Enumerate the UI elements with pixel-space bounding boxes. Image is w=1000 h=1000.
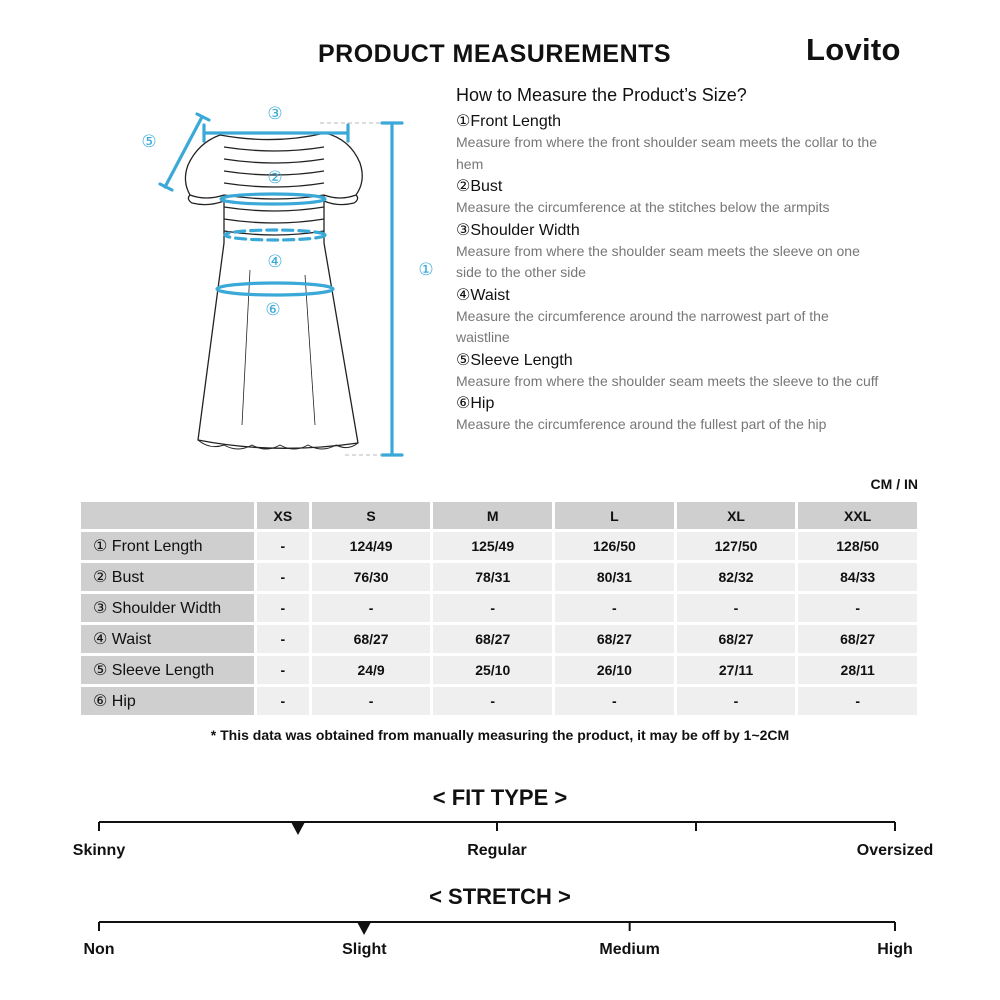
measure-item-desc: Measure from where the shoulder seam meets the sleeve on one side to the other side: [456, 242, 860, 280]
table-corner: [81, 502, 254, 529]
scale-marker: [357, 922, 371, 935]
table-cell: -: [257, 563, 309, 591]
brand-logo: Lovito: [806, 32, 901, 67]
callout-6: ⑥: [265, 300, 281, 320]
scale-label: Slight: [342, 941, 387, 958]
table-cell: 78/31: [433, 563, 552, 591]
measure-item-title: ②Bust: [456, 178, 503, 195]
fit-type-scale: [0, 815, 1000, 845]
how-to-measure: [456, 85, 886, 438]
table-cell: 68/27: [433, 625, 552, 653]
table-cell: -: [798, 594, 917, 622]
table-cell: -: [312, 594, 431, 622]
stretch-scale: [0, 915, 1000, 945]
table-cell: 76/30: [312, 563, 431, 591]
table-row: [81, 594, 917, 622]
row-label: ③ Shoulder Width: [81, 594, 254, 622]
callout-5: ⑤: [141, 132, 157, 152]
units-label: CM / IN: [870, 476, 918, 492]
table-cell: 80/31: [555, 563, 674, 591]
table-cell: -: [257, 687, 309, 715]
table-cell: 25/10: [433, 656, 552, 684]
table-cell: -: [677, 594, 796, 622]
row-label: ② Bust: [81, 563, 254, 591]
row-label: ⑤ Sleeve Length: [81, 656, 254, 684]
table-cell: 127/50: [677, 532, 796, 560]
scale-marker: [291, 822, 305, 835]
table-cell: 125/49: [433, 532, 552, 560]
scale-label: Skinny: [72, 842, 126, 859]
row-label: ④ Waist: [81, 625, 254, 653]
dress-diagram: [120, 95, 434, 465]
table-cell: 26/10: [555, 656, 674, 684]
measure-item-title: ④Waist: [456, 286, 510, 304]
table-cell: -: [257, 532, 309, 560]
table-cell: -: [257, 594, 309, 622]
table-row: [81, 687, 917, 715]
measure-item-desc: Measure from where the front shoulder seam meets the collar to the hem: [456, 134, 877, 172]
size-chart-table: [78, 499, 920, 718]
table-cell: 68/27: [677, 625, 796, 653]
callout-1: ①: [418, 260, 434, 280]
measure-item: [456, 177, 886, 219]
row-label: ① Front Length: [81, 532, 254, 560]
measure-item-title: ③Shoulder Width: [456, 221, 580, 239]
callout-2: ②: [267, 168, 283, 188]
row-label: ⑥ Hip: [81, 687, 254, 715]
table-cell: -: [433, 594, 552, 622]
callout-4: ④: [267, 252, 283, 272]
table-cell: 126/50: [555, 532, 674, 560]
table-cell: -: [798, 687, 917, 715]
measure-item-desc: Measure from where the shoulder seam meets the sleeve to the cuff: [456, 372, 879, 389]
table-cell: 124/49: [312, 532, 431, 560]
callout-numbers: [141, 104, 433, 320]
how-to-heading: How to Measure the Product’s Size?: [456, 85, 747, 105]
scale-label: Medium: [599, 941, 660, 958]
table-cell: 68/27: [555, 625, 674, 653]
stretch-title: < STRETCH >: [429, 884, 571, 909]
measurement-note: * This data was obtained from manually measuring the product, it may be off by 1~2CM: [210, 727, 790, 743]
measure-item: [456, 394, 886, 436]
table-cell: -: [257, 625, 309, 653]
measure-item-title: ⑤Sleeve Length: [456, 351, 573, 369]
fit-type-title: < FIT TYPE >: [432, 785, 568, 810]
table-cell: 82/32: [677, 563, 796, 591]
size-column-header: XS: [257, 502, 309, 529]
table-row: [81, 656, 917, 684]
measure-item-desc: Measure the circumference around the narrowest part of the waistline: [456, 307, 829, 345]
table-cell: -: [677, 687, 796, 715]
table-cell: 68/27: [312, 625, 431, 653]
table-cell: 128/50: [798, 532, 917, 560]
measure-item-title: ⑥Hip: [456, 395, 495, 412]
measure-item-desc: Measure the circumference at the stitches below the armpits: [456, 199, 830, 215]
table-cell: -: [433, 687, 552, 715]
table-cell: 84/33: [798, 563, 917, 591]
table-row: [81, 563, 917, 591]
table-cell: 68/27: [798, 625, 917, 653]
size-column-header: XXL: [798, 502, 917, 529]
table-row: [81, 532, 917, 560]
table-cell: -: [312, 687, 431, 715]
measurement-lines: [160, 114, 402, 455]
table-cell: -: [555, 594, 674, 622]
table-cell: -: [257, 656, 309, 684]
size-column-header: S: [312, 502, 431, 529]
scale-label: High: [877, 941, 913, 958]
page-title: PRODUCT MEASUREMENTS: [318, 40, 672, 68]
measure-item-desc: Measure the circumference around the fullest part of the hip: [456, 416, 827, 432]
scale-label: Non: [83, 941, 115, 958]
callout-3: ③: [267, 104, 283, 124]
table-cell: 28/11: [798, 656, 917, 684]
table-row: [81, 625, 917, 653]
measure-item: [456, 286, 886, 349]
measure-item: [456, 112, 886, 175]
measure-item-title: ①Front Length: [456, 113, 562, 130]
table-cell: 27/11: [677, 656, 796, 684]
table-cell: 24/9: [312, 656, 431, 684]
size-column-header: L: [555, 502, 674, 529]
size-column-header: M: [433, 502, 552, 529]
size-column-header: XL: [677, 502, 796, 529]
table-cell: -: [555, 687, 674, 715]
measure-item: [456, 351, 886, 393]
scale-label: Regular: [467, 842, 527, 859]
scale-label: Oversized: [856, 842, 934, 859]
measure-item: [456, 221, 886, 284]
